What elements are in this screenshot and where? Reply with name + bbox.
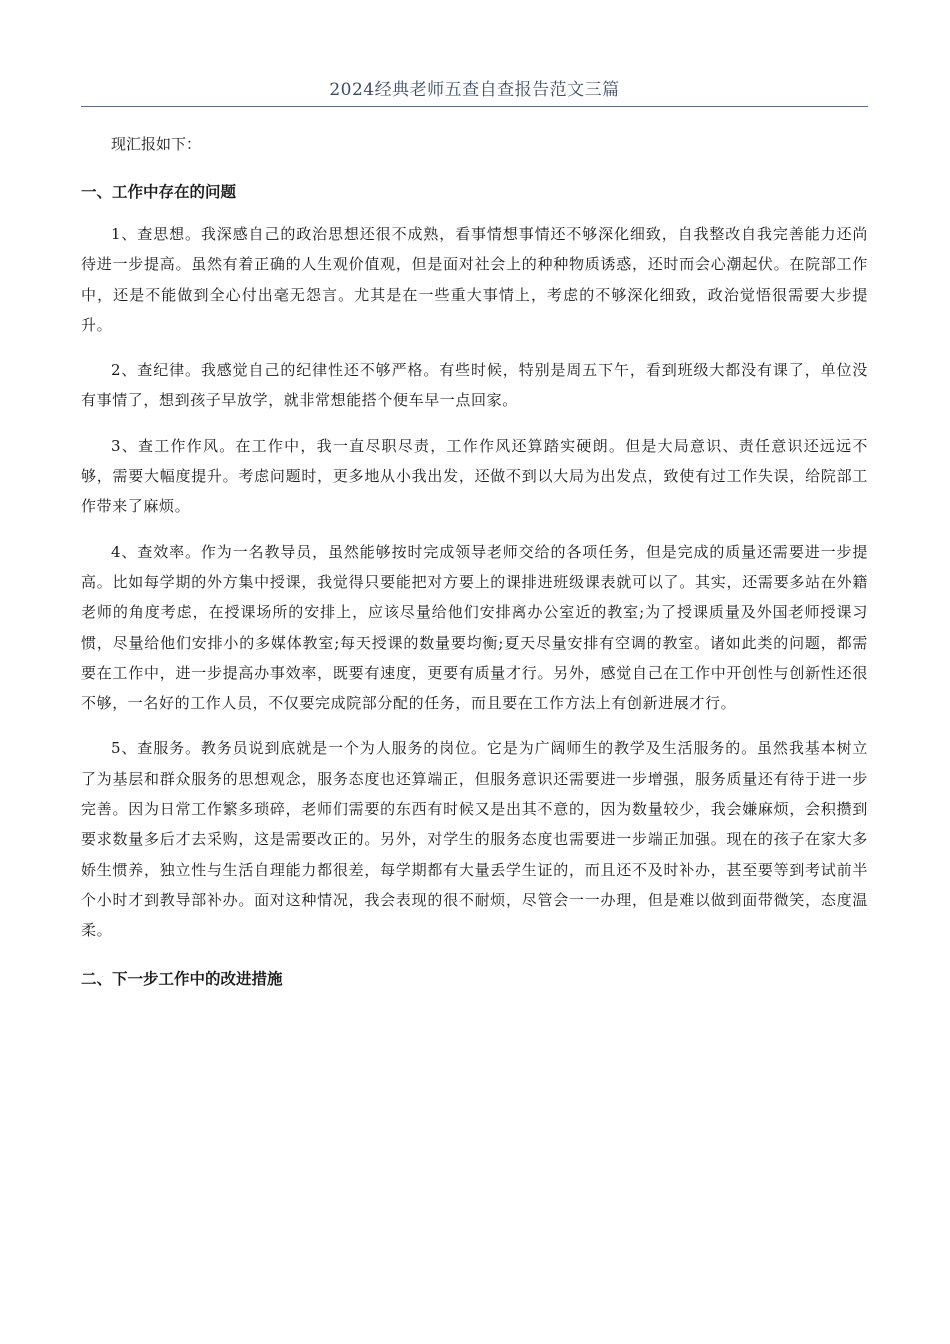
paragraph-check-efficiency: 4、查效率。作为一名教导员，虽然能够按时完成领导老师交给的各项任务，但是完成的质量还需要进一步提高。比如每学期的外方集中授课，我觉得只要能把对方要上的课排进班级课表就可以了。其实，还需要多站在外籍老师的角度考虑，在授课场所的安排上，应该尽量给他们安排离办公室近的教室;为了授课质量及外国老师授课习惯，尽量给他们安排小的多媒体教室;每天授课的数量要均衡;夏天尽量安排有空调的教室。诸如此类的问题，都需要在工作中，进一步提高办事效率，既要有速度，更要有质量才行。另外，感觉自己在工作中开创性与创新性还很不够，一名好的工作人员，不仅要完成院部分配的任务，而且要在工作方法上有创新进展才行。 [81, 542, 868, 713]
intro-text: 现汇报如下： [111, 135, 202, 153]
section-heading-problems: 一、工作中存在的问题 [81, 183, 237, 201]
section-heading-improvements: 二、下一步工作中的改进措施 [81, 969, 283, 988]
paragraph-check-thought: 1、查思想。我深感自己的政治思想还很不成熟，看事情想事情还不够深化细致，自我整改自我完善能力还尚待进一步提高。虽然有着正确的人生观价值观，但是面对社会上的种种物质诱惑，还时而会心潮起伏。在院部工作中，还是不能做到全心付出毫无怨言。尤其是在一些重大事情上，考虑的不够深化细致，政治觉悟很需要大步提升。 [81, 225, 868, 334]
paragraph-check-work-style: 3、查工作作风。在工作中，我一直尽职尽责，工作作风还算踏实硬朗。但是大局意识、责任意识还远远不够，需要大幅度提升。考虑问题时，更多地从小我出发，还做不到以大局为出发点，致使有过工作失误，给院部工作带来了麻烦。 [81, 436, 868, 516]
paragraph-check-service: 5、查服务。教务员说到底就是一个为人服务的岗位。它是为广阔师生的教学及生活服务的。虽然我基本树立了为基层和群众服务的思想观念，服务态度也还算端正，但服务意识还需要进一步增强，服务质量还有待于进一步完善。因为日常工作繁多琐碎，老师们需要的东西有时候又是出其不意的，因为数量较少，我会嫌麻烦，会积攒到要求数量多后才去采购，这是需要改正的。另外，对学生的服务态度也需要进一步端正加强。现在的孩子在家大多娇生惯养，独立性与生活自理能力都很差，每学期都有大量丢学生证的，而且还不及时补办，甚至要等到考试前半个小时才到教导部补办。面对这种情况，我会表现的很不耐烦，尽管会一一办理，但是难以做到面带微笑，态度温柔。 [81, 739, 868, 940]
document-title: 2024经典老师五查自查报告范文三篇 [81, 78, 868, 107]
document-page [81, 78, 868, 1006]
paragraph-check-discipline: 2、查纪律。我感觉自己的纪律性还不够严格。有些时候，特别是周五下午，看到班级大都没有课了，单位没有事情了，想到孩子早放学，就非常想能搭个便车早一点回家。 [81, 361, 868, 410]
